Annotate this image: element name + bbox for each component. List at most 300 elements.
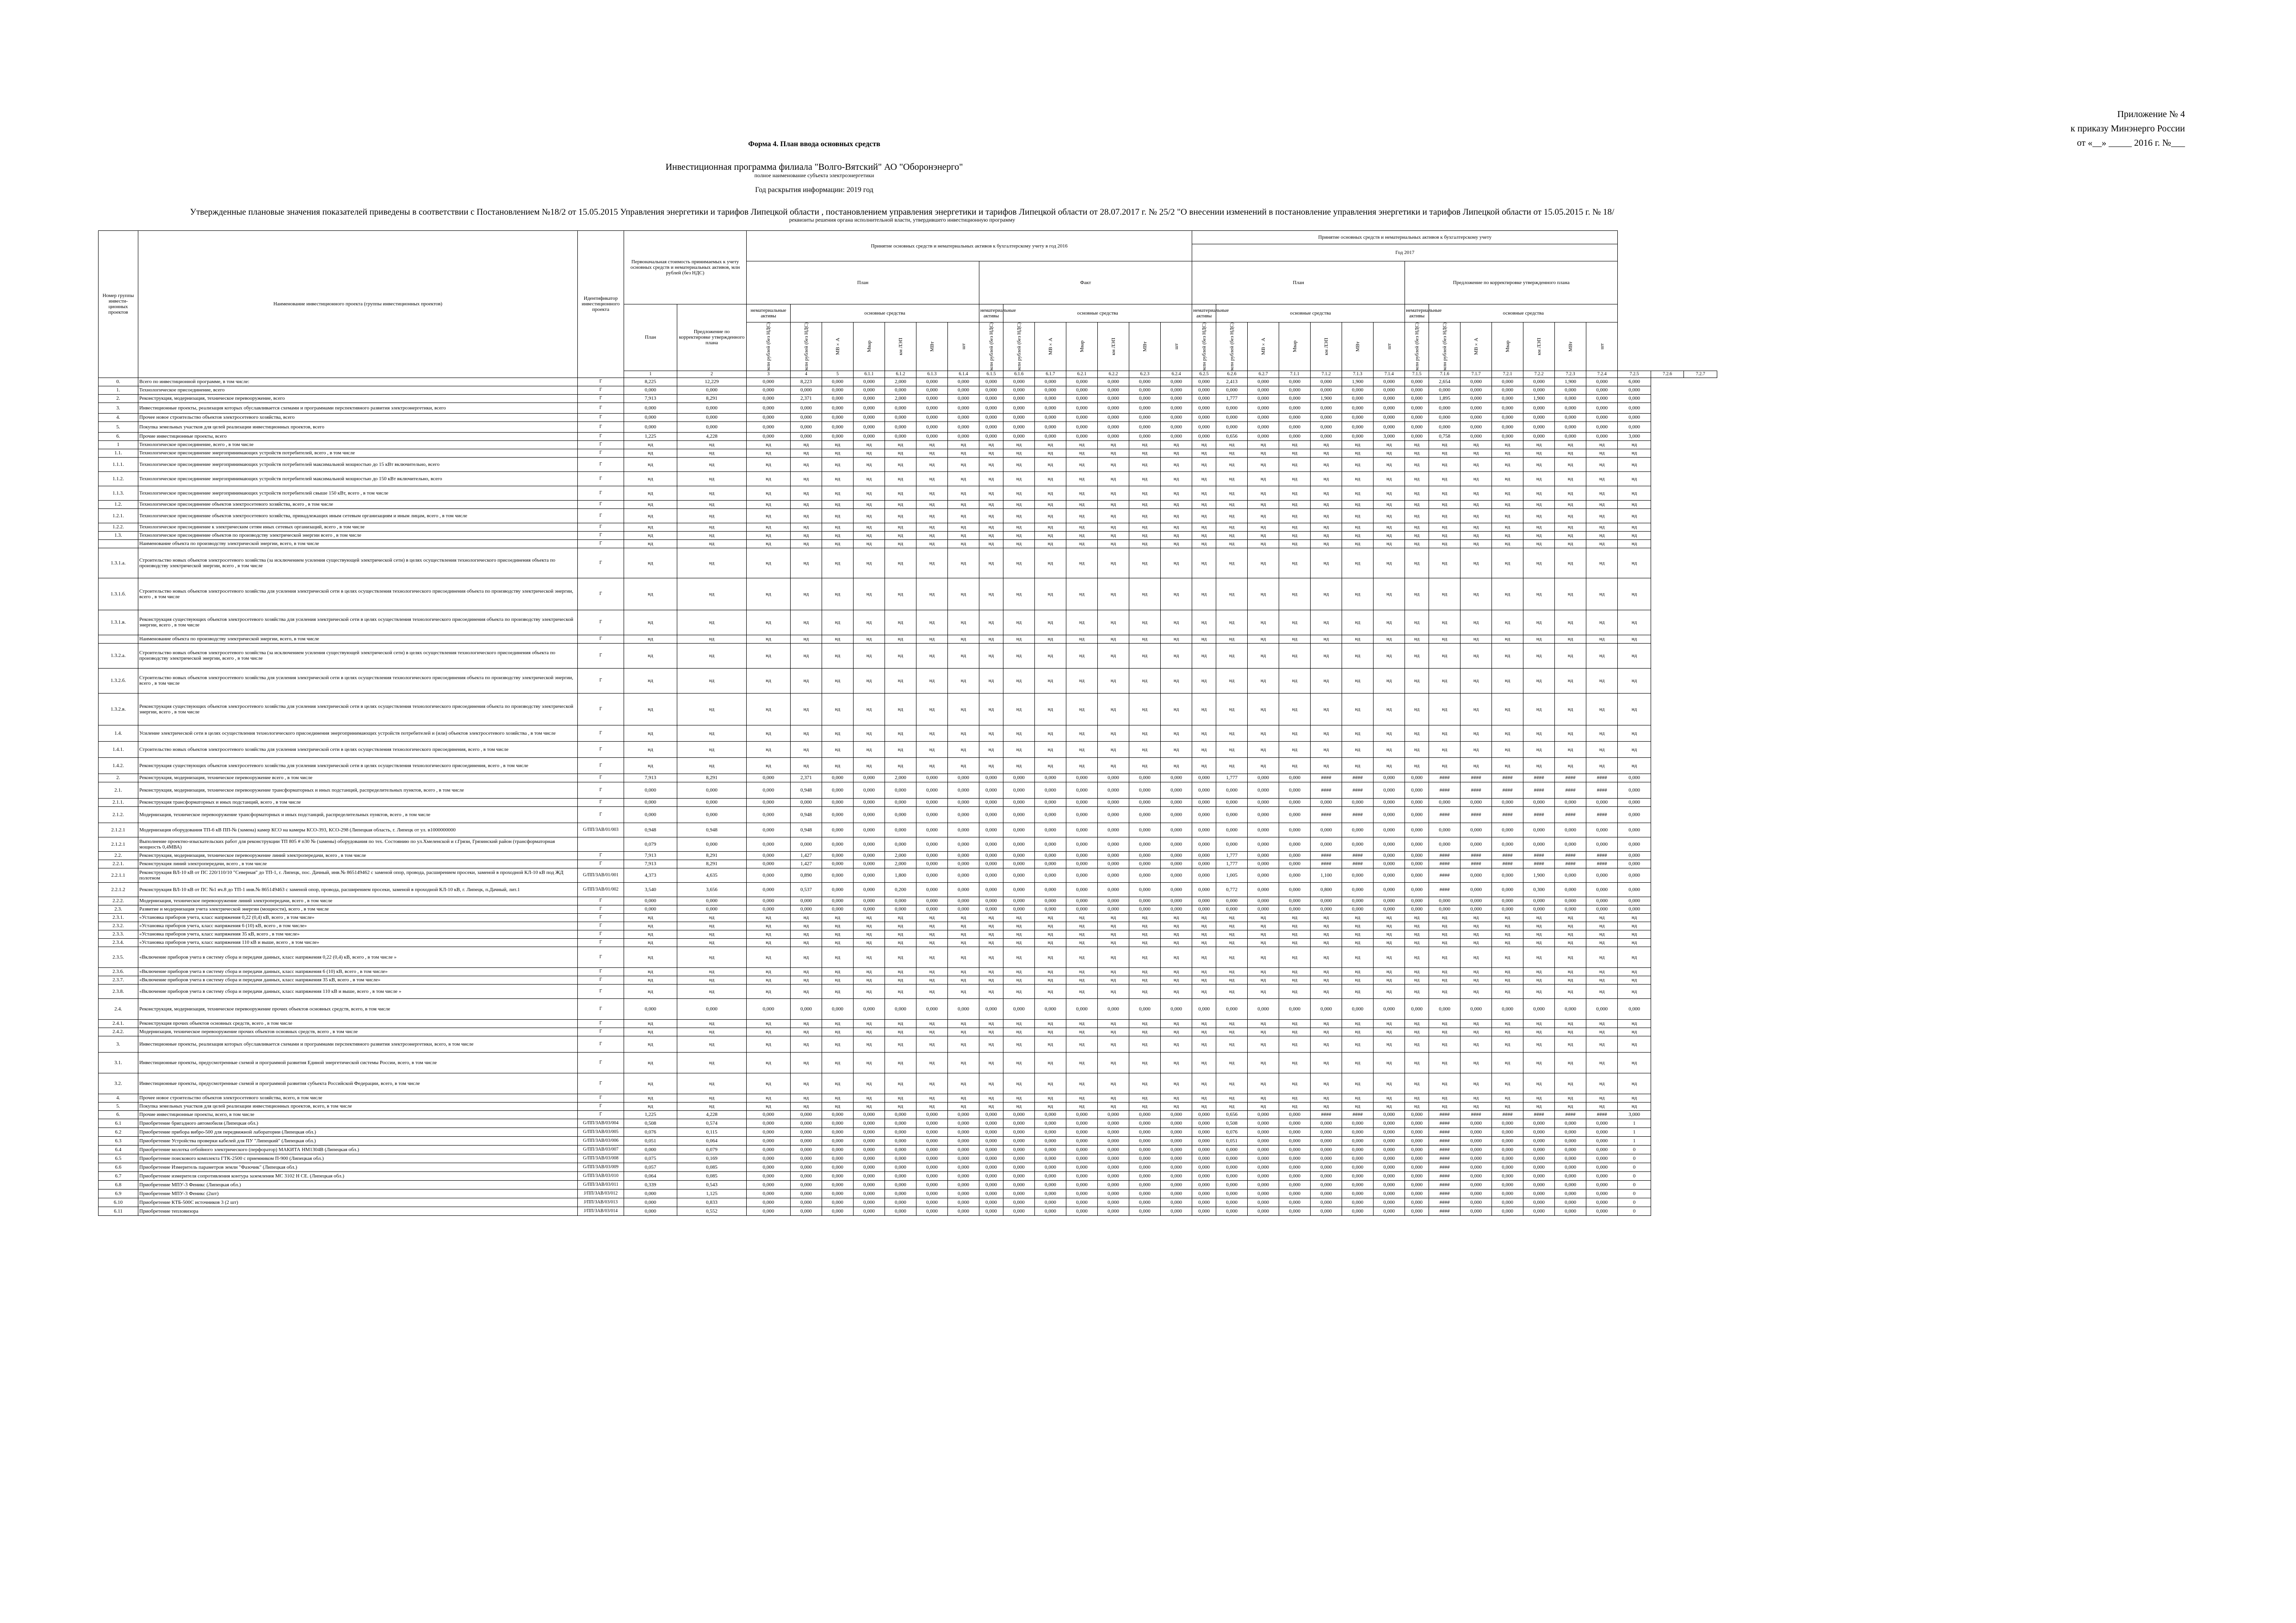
row-value: 0,000 bbox=[1216, 413, 1248, 421]
row-value: нд bbox=[1248, 531, 1279, 539]
row-value: нд bbox=[948, 440, 979, 449]
row-value: нд bbox=[791, 725, 822, 741]
row-value: нд bbox=[979, 500, 1003, 508]
row-value: нд bbox=[1066, 523, 1098, 531]
row-value: нд bbox=[1492, 1073, 1523, 1094]
row-value: нд bbox=[1035, 967, 1066, 976]
row-value: 0,000 bbox=[885, 798, 916, 806]
table-row bbox=[99, 1052, 1717, 1073]
table-row bbox=[99, 413, 1717, 421]
row-value: 0,000 bbox=[1192, 421, 1216, 432]
row-value: нд bbox=[1461, 635, 1492, 643]
row-value: нд bbox=[1248, 635, 1279, 643]
appendix-note bbox=[2071, 107, 2185, 150]
row-value: 0,000 bbox=[747, 1136, 791, 1145]
row-value: 0,000 bbox=[822, 1110, 854, 1119]
row-value: 0,000 bbox=[854, 1180, 885, 1189]
row-value: нд bbox=[1405, 741, 1429, 757]
row-value: нд bbox=[979, 938, 1003, 947]
row-value: 0,000 bbox=[1461, 1180, 1492, 1189]
row-value: 0,000 bbox=[854, 1110, 885, 1119]
row-value: нд bbox=[747, 976, 791, 984]
row-value: нд bbox=[1066, 643, 1098, 668]
row-value: нд bbox=[854, 967, 885, 976]
row-value: 0,000 bbox=[677, 806, 747, 823]
row-value: 0,000 bbox=[885, 1154, 916, 1163]
row-value: нд bbox=[1098, 508, 1129, 523]
row-value: нд bbox=[1003, 984, 1035, 998]
row-value: 8,225 bbox=[624, 378, 677, 386]
row-value: #### bbox=[1492, 782, 1523, 798]
row-value: 0,000 bbox=[1035, 378, 1066, 386]
row-identifier: Г bbox=[578, 1073, 624, 1094]
row-value: 0,000 bbox=[1461, 1119, 1492, 1127]
row-value: нд bbox=[1098, 938, 1129, 947]
row-value: 1,900 bbox=[1311, 394, 1342, 403]
row-value: нд bbox=[1279, 725, 1311, 741]
row-value: нд bbox=[1555, 531, 1586, 539]
row-value: нд bbox=[1374, 913, 1405, 922]
row-value: #### bbox=[1342, 774, 1374, 782]
row-value: нд bbox=[979, 1028, 1003, 1036]
row-value: нд bbox=[1161, 449, 1192, 457]
row-value: нд bbox=[1129, 471, 1161, 486]
row-value: нд bbox=[1035, 947, 1066, 967]
row-value: 0,000 bbox=[1492, 905, 1523, 913]
row-identifier: G/ПП/ЗАВ/03/011 bbox=[578, 1180, 624, 1189]
row-value: 0,000 bbox=[1374, 413, 1405, 421]
row-value: 0,000 bbox=[747, 806, 791, 823]
row-value: нд bbox=[1429, 741, 1461, 757]
row-value: 0,000 bbox=[854, 837, 885, 851]
row-value: нд bbox=[1555, 1094, 1586, 1102]
row-value: 0,000 bbox=[1192, 1154, 1216, 1163]
row-value: нд bbox=[1248, 938, 1279, 947]
row-value: 4,228 bbox=[677, 1110, 747, 1119]
row-value: нд bbox=[1586, 922, 1618, 930]
row-value: нд bbox=[1492, 531, 1523, 539]
row-value: 2,371 bbox=[791, 774, 822, 782]
row-value: нд bbox=[1003, 531, 1035, 539]
row-value: нд bbox=[1342, 976, 1374, 984]
row-value: 0,000 bbox=[1374, 1180, 1405, 1189]
row-value: 0,000 bbox=[1461, 823, 1492, 837]
row-value: нд bbox=[1461, 741, 1492, 757]
row-value: нд bbox=[791, 610, 822, 635]
row-value: 0,000 bbox=[948, 837, 979, 851]
row-value: нд bbox=[1429, 548, 1461, 578]
row-value: 0,000 bbox=[677, 403, 747, 413]
row-identifier: Г bbox=[578, 610, 624, 635]
row-value: нд bbox=[1129, 1036, 1161, 1052]
row-value: нд bbox=[1523, 1073, 1555, 1094]
row-value: нд bbox=[791, 984, 822, 998]
row-value: нд bbox=[885, 1073, 916, 1094]
row-value: 0,508 bbox=[624, 1119, 677, 1127]
row-value: нд bbox=[1523, 548, 1555, 578]
table-row bbox=[99, 782, 1717, 798]
row-value: 0,000 bbox=[791, 1163, 822, 1171]
row-value: 0,000 bbox=[791, 1180, 822, 1189]
row-value: нд bbox=[1523, 938, 1555, 947]
row-value: 4,635 bbox=[677, 868, 747, 882]
row-value: 0,000 bbox=[885, 823, 916, 837]
row-value: 0,000 bbox=[1311, 1171, 1342, 1180]
row-value: нд bbox=[1311, 922, 1342, 930]
row-value: 0,000 bbox=[1461, 1198, 1492, 1207]
row-identifier: Г bbox=[578, 806, 624, 823]
row-value: 0,000 bbox=[1035, 851, 1066, 860]
row-value: нд bbox=[1342, 1102, 1374, 1110]
row-value: 0,000 bbox=[822, 860, 854, 868]
row-value: 0,000 bbox=[1461, 1136, 1492, 1145]
row-value: нд bbox=[791, 548, 822, 578]
row-value: нд bbox=[1248, 693, 1279, 725]
row-identifier: G/ПП/ЗАВ/03/009 bbox=[578, 1163, 624, 1171]
row-value: нд bbox=[624, 693, 677, 725]
row-value: 0,000 bbox=[624, 798, 677, 806]
row-value: 0,000 bbox=[1523, 1207, 1555, 1215]
row-value: 0,000 bbox=[885, 998, 916, 1019]
row-value: нд bbox=[747, 984, 791, 998]
row-value: 0,000 bbox=[791, 1171, 822, 1180]
row-value: 0,000 bbox=[1374, 897, 1405, 905]
row-value: нд bbox=[1003, 938, 1035, 947]
row-value: 0,000 bbox=[1405, 1110, 1429, 1119]
column-number: 6.1.3 bbox=[916, 371, 948, 378]
row-value: 0,000 bbox=[747, 1171, 791, 1180]
row-value: нд bbox=[854, 1073, 885, 1094]
row-value: нд bbox=[747, 938, 791, 947]
row-value: 12,229 bbox=[677, 378, 747, 386]
row-value: нд bbox=[979, 531, 1003, 539]
row-value: нд bbox=[885, 643, 916, 668]
row-value: 0,000 bbox=[1192, 851, 1216, 860]
row-value: нд bbox=[677, 508, 747, 523]
row-number: 2.1.2.1 bbox=[99, 823, 138, 837]
row-value: нд bbox=[1129, 913, 1161, 922]
row-value: 0,000 bbox=[979, 1154, 1003, 1163]
row-value: нд bbox=[1248, 930, 1279, 938]
row-value: #### bbox=[1461, 860, 1492, 868]
row-value: 0,000 bbox=[948, 806, 979, 823]
row-value: нд bbox=[1429, 913, 1461, 922]
row-value: 0,000 bbox=[1248, 1180, 1279, 1189]
row-value: нд bbox=[1216, 1073, 1248, 1094]
row-value: 0,079 bbox=[624, 837, 677, 851]
row-value: 0,000 bbox=[1035, 782, 1066, 798]
row-value: нд bbox=[1586, 1028, 1618, 1036]
row-value: нд bbox=[1523, 643, 1555, 668]
row-value: 0,000 bbox=[1279, 1198, 1311, 1207]
row-identifier: G/ПП/ЗАВ/01/002 bbox=[578, 882, 624, 897]
row-value: нд bbox=[624, 922, 677, 930]
row-value: нд bbox=[885, 930, 916, 938]
row-value: 0,000 bbox=[1279, 782, 1311, 798]
row-value: нд bbox=[948, 449, 979, 457]
row-value: 0,000 bbox=[1098, 1198, 1129, 1207]
row-value: #### bbox=[1586, 1110, 1618, 1119]
row-value: нд bbox=[916, 976, 948, 984]
row-value: нд bbox=[822, 1028, 854, 1036]
row-value: 0,000 bbox=[1098, 403, 1129, 413]
row-value: нд bbox=[1492, 967, 1523, 976]
row-value: 0,000 bbox=[916, 998, 948, 1019]
row-value: нд bbox=[677, 643, 747, 668]
row-value: нд bbox=[979, 508, 1003, 523]
row-value: нд bbox=[1429, 610, 1461, 635]
row-value: нд bbox=[1555, 976, 1586, 984]
row-value: 0,000 bbox=[1405, 1145, 1429, 1154]
row-value: нд bbox=[1279, 1028, 1311, 1036]
row-value: нд bbox=[1429, 984, 1461, 998]
row-value: 0,000 bbox=[1098, 1163, 1129, 1171]
row-value: нд bbox=[1405, 1094, 1429, 1102]
row-value: нд bbox=[916, 984, 948, 998]
row-value: 0,000 bbox=[1003, 1145, 1035, 1154]
row-value: нд bbox=[1161, 757, 1192, 774]
row-value: нд bbox=[1311, 725, 1342, 741]
row-identifier: Г bbox=[578, 967, 624, 976]
row-value: нд bbox=[1555, 1073, 1586, 1094]
row-value: 0,000 bbox=[791, 432, 822, 440]
row-value: нд bbox=[1311, 1019, 1342, 1028]
table-row bbox=[99, 897, 1717, 905]
row-value: 0,000 bbox=[1248, 905, 1279, 913]
row-value: нд bbox=[1035, 610, 1066, 635]
row-value: нд bbox=[624, 440, 677, 449]
row-value: нд bbox=[1279, 1102, 1311, 1110]
row-value: нд bbox=[1066, 457, 1098, 471]
row-value: 0,000 bbox=[916, 851, 948, 860]
table-row bbox=[99, 378, 1717, 386]
row-value: 0,000 bbox=[854, 413, 885, 421]
row-identifier: Г bbox=[578, 930, 624, 938]
row-value: нд bbox=[1586, 938, 1618, 947]
row-value: #### bbox=[1523, 860, 1555, 868]
table-row bbox=[99, 457, 1717, 471]
row-value: нд bbox=[1003, 741, 1035, 757]
row-project-name: Реконструкция, модернизация, техническое перевооружение линий электропередачи, всего , в том числе bbox=[138, 851, 578, 860]
row-value: нд bbox=[1405, 693, 1429, 725]
row-value: нд bbox=[1405, 922, 1429, 930]
row-value: 0,000 bbox=[854, 432, 885, 440]
row-value: нд bbox=[1311, 457, 1342, 471]
row-value: 0,000 bbox=[1161, 386, 1192, 394]
row-value: 0,000 bbox=[1555, 1207, 1586, 1215]
row-value: нд bbox=[747, 1036, 791, 1052]
row-value: нд bbox=[624, 976, 677, 984]
row-value: 0,000 bbox=[1618, 897, 1651, 905]
row-value: 0,000 bbox=[854, 1207, 885, 1215]
row-value: нд bbox=[1429, 643, 1461, 668]
table-row bbox=[99, 1102, 1717, 1110]
row-value: нд bbox=[1098, 967, 1129, 976]
row-value: 0,000 bbox=[1066, 774, 1098, 782]
row-number: 2.2. bbox=[99, 851, 138, 860]
table-row bbox=[99, 998, 1717, 1019]
row-value: нд bbox=[1405, 643, 1429, 668]
table-row bbox=[99, 1154, 1717, 1163]
row-value: нд bbox=[1129, 1073, 1161, 1094]
row-value: нд bbox=[1216, 1019, 1248, 1028]
row-value: 0,000 bbox=[822, 1189, 854, 1198]
column-number: 7.2.6 bbox=[1651, 371, 1684, 378]
row-value: нд bbox=[1066, 500, 1098, 508]
row-value: 0,000 bbox=[1555, 823, 1586, 837]
row-value: нд bbox=[1342, 693, 1374, 725]
row-number: 6.2 bbox=[99, 1127, 138, 1136]
row-value: нд bbox=[747, 725, 791, 741]
row-value: нд bbox=[1279, 1036, 1311, 1052]
row-value: нд bbox=[1192, 976, 1216, 984]
row-value: нд bbox=[1216, 486, 1248, 500]
row-value: 0,057 bbox=[624, 1163, 677, 1171]
row-value: нд bbox=[1374, 508, 1405, 523]
row-value: 0,000 bbox=[1161, 394, 1192, 403]
row-value: 0,000 bbox=[1374, 798, 1405, 806]
row-value: 0,339 bbox=[624, 1180, 677, 1189]
row-value: нд bbox=[1129, 610, 1161, 635]
row-value: нд bbox=[979, 643, 1003, 668]
row-value: нд bbox=[1618, 1052, 1651, 1073]
row-value: 0,000 bbox=[1374, 905, 1405, 913]
table-row bbox=[99, 500, 1717, 508]
row-value: нд bbox=[1586, 693, 1618, 725]
row-value: нд bbox=[1003, 635, 1035, 643]
row-value: нд bbox=[624, 635, 677, 643]
row-value: нд bbox=[1066, 1052, 1098, 1073]
row-value: 0,000 bbox=[822, 782, 854, 798]
row-value: нд bbox=[1555, 668, 1586, 693]
row-value: нд bbox=[1279, 531, 1311, 539]
row-value: 0,000 bbox=[1586, 882, 1618, 897]
row-value: 0,000 bbox=[1248, 798, 1279, 806]
row-value: нд bbox=[1248, 1036, 1279, 1052]
table-row bbox=[99, 741, 1717, 757]
table-row bbox=[99, 1127, 1717, 1136]
row-value: нд bbox=[1523, 531, 1555, 539]
row-value: 0,000 bbox=[1461, 421, 1492, 432]
row-value: 0,000 bbox=[1098, 851, 1129, 860]
row-value: 0,000 bbox=[1098, 897, 1129, 905]
row-value: 0,000 bbox=[885, 1171, 916, 1180]
row-value: #### bbox=[1492, 774, 1523, 782]
row-value: нд bbox=[1003, 1028, 1035, 1036]
row-value: 0,000 bbox=[1248, 1207, 1279, 1215]
column-number: 4 bbox=[791, 371, 822, 378]
row-value: 0,000 bbox=[1216, 1145, 1248, 1154]
row-value: 0,000 bbox=[916, 837, 948, 851]
row-value: нд bbox=[1216, 976, 1248, 984]
row-value: нд bbox=[1586, 635, 1618, 643]
row-value: 0,000 bbox=[1342, 394, 1374, 403]
row-value: нд bbox=[1066, 610, 1098, 635]
row-value: нд bbox=[1374, 486, 1405, 500]
row-value: 0,000 bbox=[979, 378, 1003, 386]
row-value: нд bbox=[1405, 523, 1429, 531]
row-value: 0,000 bbox=[1555, 413, 1586, 421]
row-value: нд bbox=[1555, 486, 1586, 500]
col-unit: шт bbox=[1161, 322, 1192, 371]
row-value: #### bbox=[1311, 851, 1342, 860]
row-value: нд bbox=[1492, 1094, 1523, 1102]
row-value: #### bbox=[1342, 851, 1374, 860]
row-value: 2,654 bbox=[1429, 378, 1461, 386]
row-value: нд bbox=[1492, 1036, 1523, 1052]
row-value: нд bbox=[1216, 523, 1248, 531]
row-value: нд bbox=[916, 643, 948, 668]
row-value: #### bbox=[1429, 1189, 1461, 1198]
row-project-name: Приобретение поискового комплекта ГТК-2500 с приемником П-900 (Липецкая обл.) bbox=[138, 1154, 578, 1163]
row-value: #### bbox=[1311, 1110, 1342, 1119]
row-value: нд bbox=[822, 1052, 854, 1073]
row-value: нд bbox=[1405, 668, 1429, 693]
row-value: 0,000 bbox=[1586, 1189, 1618, 1198]
row-value: 4,373 bbox=[624, 868, 677, 882]
row-value: нд bbox=[1248, 486, 1279, 500]
row-value: нд bbox=[1003, 693, 1035, 725]
row-value: 0,833 bbox=[677, 1198, 747, 1207]
row-value: нд bbox=[1279, 976, 1311, 984]
row-value: нд bbox=[677, 1028, 747, 1036]
row-value: 0,000 bbox=[1374, 1110, 1405, 1119]
row-value: нд bbox=[1066, 1019, 1098, 1028]
row-value: 0,000 bbox=[1161, 1171, 1192, 1180]
row-value: 0,000 bbox=[1523, 421, 1555, 432]
row-value: нд bbox=[1066, 635, 1098, 643]
row-value: #### bbox=[1342, 1110, 1374, 1119]
row-value: 0,000 bbox=[1066, 1171, 1098, 1180]
row-value: нд bbox=[1555, 471, 1586, 486]
row-number: 1.4. bbox=[99, 725, 138, 741]
row-value: нд bbox=[1066, 1036, 1098, 1052]
row-value: 0,000 bbox=[1492, 1180, 1523, 1189]
row-value: нд bbox=[916, 457, 948, 471]
row-value: нд bbox=[1248, 947, 1279, 967]
row-value: нд bbox=[1586, 913, 1618, 922]
row-value: 0,000 bbox=[1192, 386, 1216, 394]
row-value: 0,000 bbox=[1555, 897, 1586, 905]
row-value: 0,000 bbox=[1066, 998, 1098, 1019]
row-value: 0,000 bbox=[1035, 403, 1066, 413]
row-value: нд bbox=[1586, 1036, 1618, 1052]
row-value: нд bbox=[1586, 610, 1618, 635]
row-value: 0,000 bbox=[916, 1180, 948, 1189]
col-unit: км ЛЭП bbox=[885, 322, 916, 371]
row-value: 0,000 bbox=[1342, 998, 1374, 1019]
row-value: нд bbox=[1586, 947, 1618, 967]
row-value: нд bbox=[1429, 500, 1461, 508]
row-value: нд bbox=[677, 947, 747, 967]
row-value: 0,000 bbox=[1035, 1119, 1066, 1127]
row-value: 0,000 bbox=[916, 1198, 948, 1207]
row-value: нд bbox=[1374, 976, 1405, 984]
row-value: нд bbox=[1098, 531, 1129, 539]
col-fixed-assets: основные средства bbox=[1216, 304, 1405, 322]
row-value: нд bbox=[1374, 548, 1405, 578]
row-value: нд bbox=[1586, 578, 1618, 610]
row-value: 0,000 bbox=[822, 1127, 854, 1136]
row-number: 2.4. bbox=[99, 998, 138, 1019]
row-value: нд bbox=[1618, 610, 1651, 635]
row-value: нд bbox=[1066, 449, 1098, 457]
table-row bbox=[99, 1119, 1717, 1127]
column-number: 6.2.6 bbox=[1216, 371, 1248, 378]
row-value: 0,000 bbox=[1618, 868, 1651, 882]
row-value: нд bbox=[979, 539, 1003, 548]
row-value: 0,000 bbox=[747, 851, 791, 860]
